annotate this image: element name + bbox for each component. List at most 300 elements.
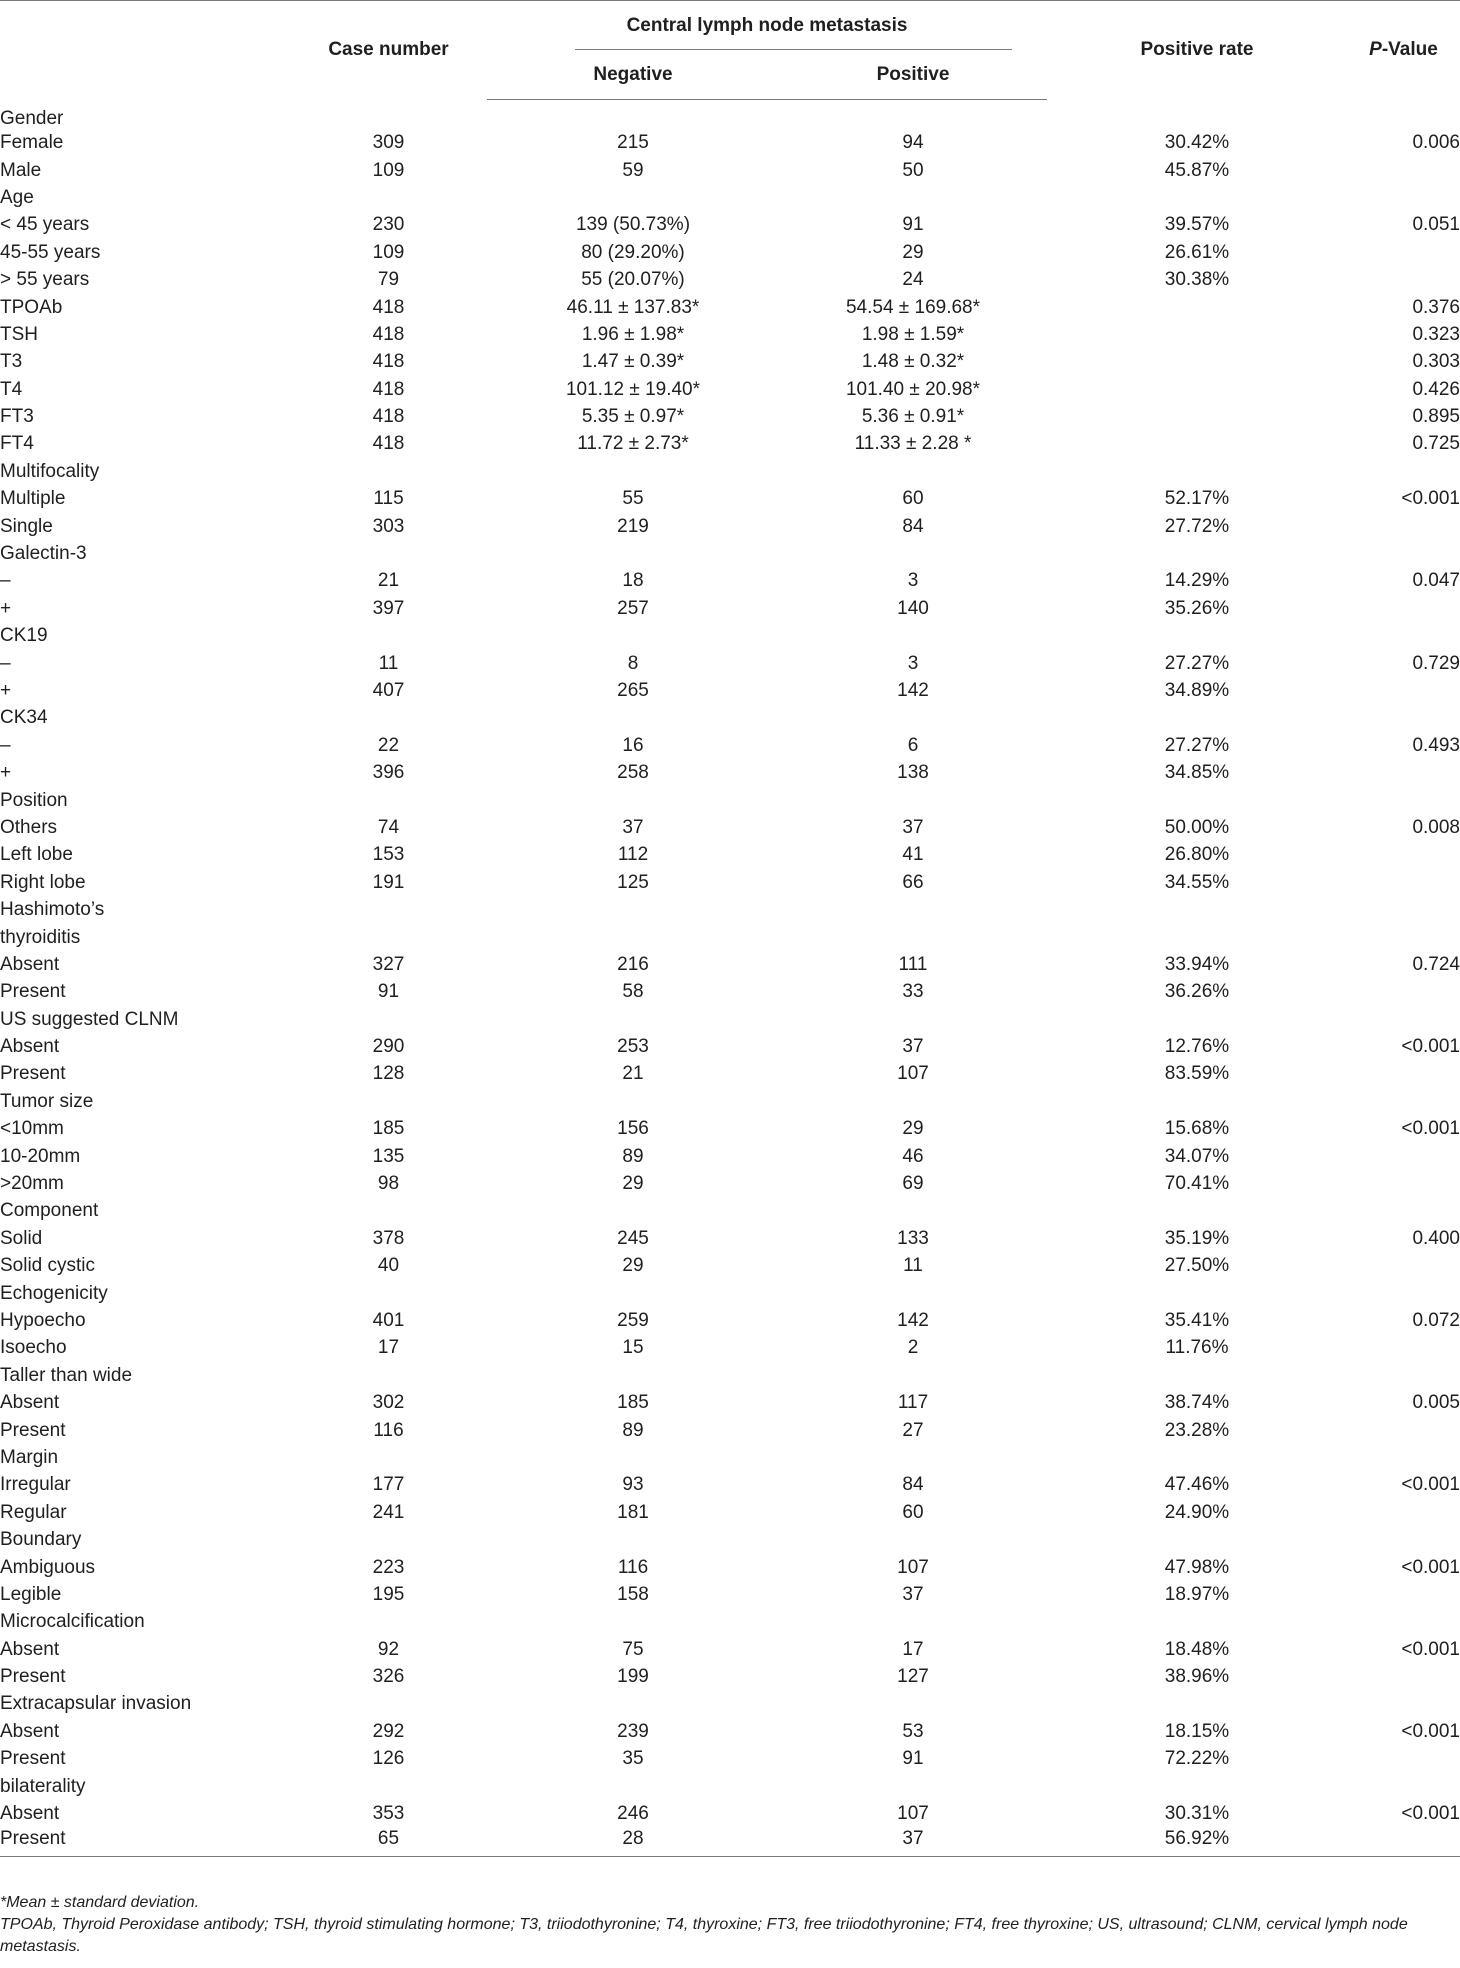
cell-variable: + [0,680,12,701]
cell-p-value [1347,1663,1460,1690]
cell-p-value [1347,924,1460,951]
cell-case-number: 292 [372,1720,405,1742]
cell-negative: 257 [617,597,649,619]
cell-p-value [1347,1417,1460,1444]
cell-positive: 140 [897,597,929,619]
table-row [0,130,1460,157]
cell-p-value [1347,896,1460,923]
cell-positive: 1.48 ± 0.32* [861,351,965,373]
table-row [0,1061,1460,1088]
cell-case-number: 135 [372,1145,405,1167]
cell-negative: 75 [622,1638,644,1660]
cell-positive: 37 [902,816,924,838]
cell-p-value: <0.001 [1401,1803,1460,1825]
cell-variable: Absent [0,1720,60,1742]
table-row [0,1800,1460,1827]
cell-variable: thyroiditis [0,926,81,948]
cell-positive: 84 [902,1474,924,1496]
cell-negative: 216 [617,953,649,975]
table-row [0,486,1460,513]
cell-p-value: 0.008 [1412,816,1460,838]
cell-negative: 219 [617,515,649,537]
cell-positive-rate: 18.48% [1164,1638,1230,1660]
cell-variable: Multifocality [0,460,100,482]
cell-case-number: 40 [377,1255,400,1277]
cell-positive-rate: 52.17% [1164,488,1230,510]
cell-negative: 21 [622,1063,644,1085]
table-header [0,1,1460,100]
cell-positive [779,924,1047,951]
cell-negative: 55 (20.07%) [581,269,685,291]
table-row [0,1581,1460,1608]
cell-positive-rate: 14.29% [1164,570,1230,592]
table-row [0,1088,1460,1115]
cell-p-value [1347,1773,1460,1800]
cell-positive: 17 [902,1638,924,1660]
cell-case-number: 290 [372,1036,405,1058]
cell-variable: Male [0,159,42,181]
cell-positive: 53 [902,1720,924,1742]
cell-p-value: <0.001 [1401,1118,1460,1140]
cell-p-value [1347,623,1460,650]
cell-p-value [1347,705,1460,732]
cell-positive-rate [1047,1006,1347,1033]
cell-case-number [290,1609,487,1636]
cell-p-value [1347,1198,1460,1225]
cell-negative: 246 [617,1803,649,1825]
cell-p-value [1347,184,1460,211]
cell-positive-rate [1047,1198,1347,1225]
cell-p-value: 0.072 [1412,1309,1460,1331]
cell-negative: 185 [617,1392,649,1414]
cell-variable: 10-20mm [0,1145,81,1167]
cell-negative: 18 [622,570,644,592]
table-row [0,376,1460,403]
table-body [0,100,1460,1857]
cell-variable: Ambiguous [0,1556,96,1578]
table-row [0,1116,1460,1143]
cell-positive-rate [1047,100,1347,130]
cell-positive: 29 [902,1118,924,1140]
cell-case-number: 109 [372,159,405,181]
cell-positive: 127 [897,1666,929,1688]
cell-positive-rate: 18.15% [1164,1720,1230,1742]
cell-positive-rate [1047,431,1347,458]
cell-case-number [290,184,487,211]
cell-positive: 11.33 ± 2.28 * [854,433,972,455]
cell-positive-rate: 18.97% [1164,1583,1230,1605]
table-row [0,896,1460,923]
cell-positive-rate [1047,458,1347,485]
cell-variable: 45-55 years [0,241,101,263]
cell-variable: <10mm [0,1118,64,1140]
cell-variable: T3 [0,351,23,373]
cell-case-number: 191 [372,871,405,893]
cell-case-number: 378 [372,1227,405,1249]
cell-case-number: 309 [372,132,405,154]
cell-p-value [1347,842,1460,869]
cell-case-number [290,1362,487,1389]
cell-negative: 93 [622,1474,644,1496]
cell-case-number [290,1691,487,1718]
cell-case-number: 407 [372,680,405,701]
cell-positive [779,896,1047,923]
footnote-mean-sd: *Mean ± standard deviation. [0,1894,200,1911]
cell-positive: 66 [902,871,924,893]
cell-variable: bilaterality [0,1775,86,1797]
cell-variable: Multiple [0,488,66,510]
table-row [0,239,1460,266]
cell-case-number [290,1773,487,1800]
cell-positive: 107 [897,1556,929,1578]
cell-positive-rate [1047,896,1347,923]
cell-positive-rate [1047,294,1347,321]
table-row [0,1828,1460,1857]
cell-positive [779,623,1047,650]
cell-p-value: <0.001 [1401,1036,1460,1058]
cell-variable: Margin [0,1446,59,1468]
cell-positive: 3 [907,570,919,592]
cell-p-value: <0.001 [1401,1474,1460,1496]
cell-positive [779,1526,1047,1553]
cell-positive-rate: 38.96% [1164,1666,1230,1688]
cell-case-number: 177 [372,1474,405,1496]
cell-positive-rate: 27.72% [1164,515,1230,537]
cell-negative [487,896,779,923]
cell-p-value [1347,1499,1460,1526]
cell-positive: 1.98 ± 1.59* [861,323,965,345]
cell-p-value [1347,1609,1460,1636]
cell-p-value [1347,759,1460,786]
table-row [0,842,1460,869]
cell-positive [779,1691,1047,1718]
cell-p-value: <0.001 [1401,1638,1460,1660]
table-row [0,349,1460,376]
table-row [0,732,1460,759]
table-row [0,1526,1460,1553]
cell-case-number: 418 [372,351,405,373]
cell-positive: 54.54 ± 169.68* [845,296,981,318]
cell-negative [487,1006,779,1033]
cell-variable: CK34 [0,707,48,729]
cell-case-number: 11 [378,652,399,674]
cell-negative: 8 [627,652,639,674]
cell-p-value [1347,1006,1460,1033]
cell-variable: Legible [0,1583,62,1605]
cell-case-number: 128 [372,1063,405,1085]
cell-variable: Others [0,816,58,838]
cell-negative: 259 [617,1309,649,1331]
cell-positive [779,787,1047,814]
table-row [0,1718,1460,1745]
cell-p-value [1347,1746,1460,1773]
table-row [0,1417,1460,1444]
cell-case-number: 65 [377,1827,400,1849]
cell-case-number [290,623,487,650]
cell-positive: 101.40 ± 20.98* [845,378,981,400]
cell-case-number: 418 [372,296,405,318]
cell-variable: Left lobe [0,844,73,866]
cell-variable: Absent [0,1803,60,1825]
cell-case-number: 109 [372,241,405,263]
cell-variable: US suggested CLNM [0,1008,179,1030]
cell-p-value: 0.426 [1412,378,1460,400]
cell-case-number: 401 [372,1309,405,1331]
cell-negative: 1.47 ± 0.39* [581,351,685,373]
cell-variable: T4 [0,378,23,400]
table-row [0,184,1460,211]
header-positive: Positive [779,52,1047,100]
cell-case-number [290,458,487,485]
cell-variable: Tumor size [0,1090,94,1112]
cell-positive-rate: 36.26% [1164,981,1230,1003]
cell-variable: FT4 [0,433,34,455]
cell-positive-rate: 47.98% [1164,1556,1230,1578]
cell-negative: 253 [617,1036,649,1058]
cell-negative: 239 [617,1720,649,1742]
cell-case-number [290,1444,487,1471]
cell-negative [487,540,779,567]
header-p-value: P-Value [1347,1,1460,100]
cell-negative: 101.12 ± 19.40* [565,378,701,400]
table-row [0,1033,1460,1060]
cell-negative: 258 [617,762,649,784]
cell-p-value [1347,869,1460,896]
table-row [0,294,1460,321]
cell-positive: 91 [902,1748,924,1770]
table-row [0,623,1460,650]
table-row [0,1554,1460,1581]
cell-p-value [1347,1581,1460,1608]
table-row [0,951,1460,978]
cell-negative: 156 [617,1118,649,1140]
cell-positive [779,1006,1047,1033]
cell-negative: 1.96 ± 1.98* [581,323,685,345]
cell-case-number: 396 [372,762,405,784]
cell-positive-rate [1047,1362,1347,1389]
table-row [0,1636,1460,1663]
cell-positive: 84 [902,515,924,537]
cell-case-number: 22 [377,734,400,756]
cell-variable: Taller than wide [0,1364,133,1386]
cell-case-number: 185 [372,1118,405,1140]
table-row [0,513,1460,540]
cell-case-number: 230 [372,214,405,236]
cell-positive-rate [1047,1088,1347,1115]
cell-p-value [1347,1335,1460,1362]
cell-p-value [1347,100,1460,130]
cell-p-value: 0.729 [1412,652,1460,674]
cell-case-number: 418 [372,378,405,400]
cell-negative [487,1691,779,1718]
table-row [0,869,1460,896]
cell-negative [487,1362,779,1389]
cell-positive-rate: 26.80% [1164,844,1230,866]
cell-p-value [1347,458,1460,485]
cell-p-value [1347,1444,1460,1471]
cell-positive-rate: 34.55% [1164,871,1230,893]
cell-variable: Boundary [0,1529,82,1551]
cell-case-number [290,540,487,567]
table-row [0,1170,1460,1197]
cell-variable: Regular [0,1501,67,1523]
cell-case-number: 74 [377,816,400,838]
cell-p-value: <0.001 [1401,488,1460,510]
cell-positive-rate [1047,924,1347,951]
cell-positive: 60 [902,488,924,510]
cell-p-value: 0.724 [1412,953,1460,975]
cell-variable: Echogenicity [0,1282,108,1304]
cell-variable: Female [0,132,64,154]
cell-p-value [1347,513,1460,540]
cell-positive: 6 [907,734,919,756]
cell-variable: Present [0,1063,66,1085]
cell-p-value [1347,1828,1460,1857]
cell-negative: 15 [622,1337,644,1359]
cell-negative: 125 [617,871,649,893]
cell-negative: 35 [622,1748,644,1770]
table-row [0,403,1460,430]
cell-variable: Irregular [0,1474,71,1496]
table-row [0,924,1460,951]
cell-positive-rate [1047,376,1347,403]
cell-positive-rate: 34.89% [1164,680,1230,701]
cell-variable: Present [0,1748,66,1770]
header-case-number: Case number [290,1,487,100]
cell-case-number: 126 [372,1748,405,1770]
cell-negative: 55 [622,488,644,510]
table-row [0,540,1460,567]
cell-p-value [1347,1526,1460,1553]
cell-case-number: 21 [377,570,400,592]
cell-negative: 116 [617,1556,649,1578]
cell-positive-rate: 27.27% [1164,652,1230,674]
cell-variable: Microcalcification [0,1611,145,1633]
table-row [0,458,1460,485]
cell-negative [487,184,779,211]
cell-positive [779,1088,1047,1115]
cell-negative: 5.35 ± 0.97* [581,406,685,428]
cell-p-value: 0.006 [1412,132,1460,154]
cell-p-value [1347,1143,1460,1170]
cell-case-number: 91 [377,981,400,1003]
cell-negative: 28 [622,1827,644,1849]
cell-case-number [290,896,487,923]
table-row [0,814,1460,841]
cell-negative [487,100,779,130]
cell-case-number [290,924,487,951]
cell-negative [487,1609,779,1636]
cell-variable: TPOAb [0,296,63,318]
cell-variable: FT3 [0,406,34,428]
cell-negative [487,787,779,814]
cell-positive-rate [1047,403,1347,430]
group-header-rule [575,49,1012,50]
cell-p-value: 0.047 [1412,570,1460,592]
cell-variable: Position [0,789,68,811]
cell-p-value: 0.400 [1412,1227,1460,1249]
cell-positive: 111 [898,953,928,975]
cell-positive-rate: 27.50% [1164,1255,1230,1277]
cell-positive: 2 [907,1337,919,1359]
cell-negative: 59 [622,159,644,181]
table-row [0,1253,1460,1280]
cell-case-number [290,100,487,130]
cell-variable: Hashimoto’s [0,899,105,921]
cell-positive-rate: 30.31% [1164,1803,1230,1825]
cell-case-number: 195 [372,1583,405,1605]
cell-positive-rate [1047,349,1347,376]
cell-variable: CK19 [0,625,48,647]
cell-p-value [1347,266,1460,293]
cell-variable: Present [0,1419,66,1441]
cell-negative: 265 [617,680,649,701]
cell-variable: Single [0,515,53,537]
table-row [0,568,1460,595]
cell-p-value [1347,677,1460,704]
table-row [0,266,1460,293]
cell-positive-rate: 30.42% [1164,132,1230,154]
table-footnotes [0,1892,1460,1958]
cell-p-value [1347,1280,1460,1307]
cell-negative: 37 [622,816,644,838]
table-row [0,979,1460,1006]
cell-p-value: 0.493 [1412,734,1460,756]
cell-positive [779,458,1047,485]
cell-p-value: 0.051 [1412,214,1460,236]
table-row [0,321,1460,348]
cell-positive-rate: 12.76% [1164,1036,1230,1058]
table-row [0,431,1460,458]
cell-positive-rate: 39.57% [1164,214,1230,236]
cell-variable: Galectin-3 [0,543,87,565]
cell-positive-rate [1047,321,1347,348]
cell-negative [487,924,779,951]
cell-variable: > 55 years [0,269,90,291]
cell-case-number [290,1006,487,1033]
cell-positive: 46 [902,1145,924,1167]
cell-case-number: 397 [372,597,405,619]
cell-case-number [290,1198,487,1225]
cell-p-value: 0.323 [1412,323,1460,345]
cell-positive: 50 [902,159,924,181]
cell-negative [487,623,779,650]
cell-negative: 29 [622,1173,644,1195]
cell-p-value [1347,979,1460,1006]
header-negative: Negative [487,52,779,100]
cell-positive-rate [1047,623,1347,650]
cell-negative: 89 [622,1145,644,1167]
cell-variable: TSH [0,323,38,345]
header-positive-rate: Positive rate [1047,1,1347,100]
cell-positive: 37 [902,1583,924,1605]
cell-negative: 46.11 ± 137.83* [566,296,700,318]
table-row [0,650,1460,677]
cell-negative [487,1088,779,1115]
cell-positive [779,1444,1047,1471]
table-row [0,677,1460,704]
cell-variable: Present [0,1827,66,1849]
cell-case-number [290,1280,487,1307]
cell-positive [779,1362,1047,1389]
cell-positive-rate: 27.27% [1164,734,1230,756]
cell-p-value [1347,540,1460,567]
cell-positive-rate: 26.61% [1164,241,1230,263]
cell-negative [487,1198,779,1225]
cell-case-number [290,1088,487,1115]
cell-positive-rate [1047,540,1347,567]
table-row [0,759,1460,786]
